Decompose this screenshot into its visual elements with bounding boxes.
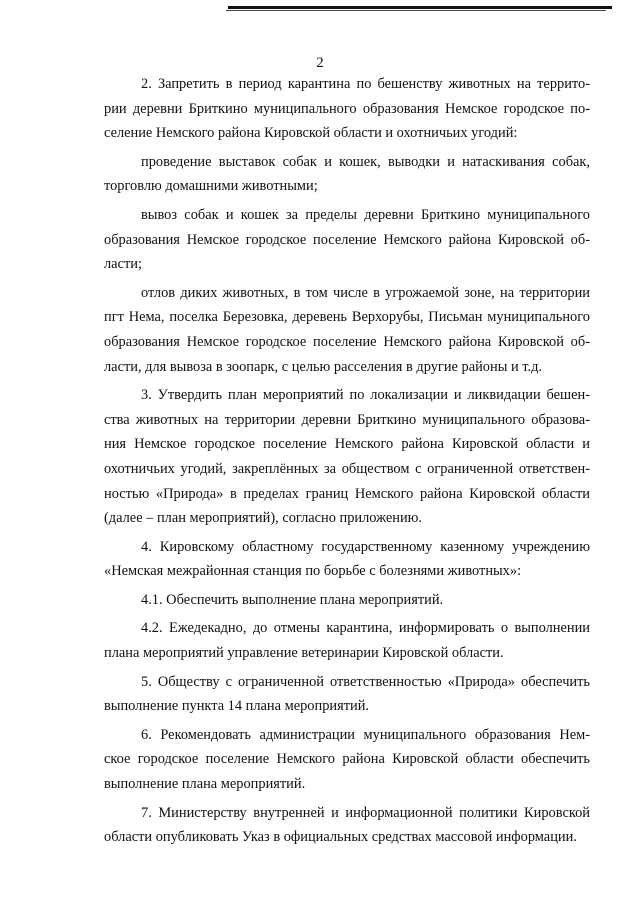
- text-line: ласти;: [104, 256, 142, 273]
- text-line: выполнение плана мероприятий.: [104, 776, 306, 793]
- scan-edge-bar: [228, 6, 612, 9]
- text-line: 6. Рекомендовать администрации муниципального образования Нем-: [141, 726, 590, 743]
- paragraph: [104, 670, 590, 719]
- paragraph: [104, 281, 590, 379]
- text-line: вывоз собак и кошек за пределы деревни Бриткино муниципального: [141, 206, 590, 223]
- page-number: 2: [316, 55, 324, 71]
- text-line: ства животных на территории деревни Бриткино муниципального образова-: [104, 411, 590, 428]
- text-line: 4. Кировскому областному государственному казенному учреждению: [141, 538, 590, 555]
- text-line: рии деревни Бриткино муниципального образования Немское городское по-: [104, 100, 590, 117]
- text-line: 7. Министерству внутренней и информационной политики Кировской: [141, 804, 590, 821]
- text-line: ния Немское городское поселение Немского района Кировской области и: [104, 436, 590, 453]
- paragraph: [104, 588, 590, 613]
- document-body: [104, 72, 590, 854]
- text-line: (далее – план мероприятий), согласно приложению.: [104, 510, 423, 527]
- text-line: охотничьих угодий, закреплённых за обществом с ограниченной ответствен-: [104, 460, 590, 477]
- text-line: пгт Нема, поселка Березовка, деревень Верхорубы, Письман муниципального: [104, 309, 590, 326]
- paragraph: [104, 535, 590, 584]
- text-line: селение Немского района Кировской области и охотничьих угодий:: [104, 125, 518, 142]
- paragraph: [104, 801, 590, 850]
- text-line: ское городское поселение Немского района Кировской области обеспечить: [104, 751, 590, 768]
- text-line: 3. Утвердить план мероприятий по локализации и ликвидации бешен-: [141, 387, 590, 404]
- paragraph: [104, 723, 590, 797]
- paragraph: [104, 383, 590, 531]
- text-line: плана мероприятий управление ветеринарии Кировской области.: [104, 645, 504, 662]
- text-line: «Немская межрайонная станция по борьбе с болезнями животных»:: [104, 563, 522, 580]
- text-line: 4.2. Ежедекадно, до отмены карантина, информировать о выполнении: [141, 620, 590, 637]
- paragraph: [104, 203, 590, 277]
- text-line: образования Немское городское поселение Немского района Кировской об-: [104, 231, 590, 248]
- text-line: торговлю домашними животными;: [104, 178, 318, 195]
- text-line: 4.1. Обеспечить выполнение плана мероприятий.: [141, 591, 444, 608]
- paragraph: [104, 150, 590, 199]
- text-line: проведение выставок собак и кошек, выводки и натаскивания собак,: [141, 153, 590, 170]
- text-line: ласти, для вывоза в зоопарк, с целью расселения в другие районы и т.д.: [104, 358, 542, 375]
- text-line: ностью «Природа» в пределах границ Немского района Кировской области: [104, 485, 590, 502]
- text-line: области опубликовать Указ в официальных средствах массовой информации.: [104, 829, 577, 846]
- text-line: выполнение пункта 14 плана мероприятий.: [104, 698, 370, 715]
- text-line: 2. Запретить в период карантина по бешенству животных на террито-: [141, 76, 590, 92]
- text-line: 5. Обществу с ограниченной ответственностью «Природа» обеспечить: [141, 673, 590, 690]
- text-line: образования Немское городское поселение Немского района Кировской об-: [104, 333, 590, 350]
- scan-edge-bar-thin: [226, 10, 606, 11]
- text-line: отлов диких животных, в том числе в угрожаемой зоне, на территории: [141, 284, 590, 301]
- paragraph: [104, 72, 590, 146]
- paragraph: [104, 616, 590, 665]
